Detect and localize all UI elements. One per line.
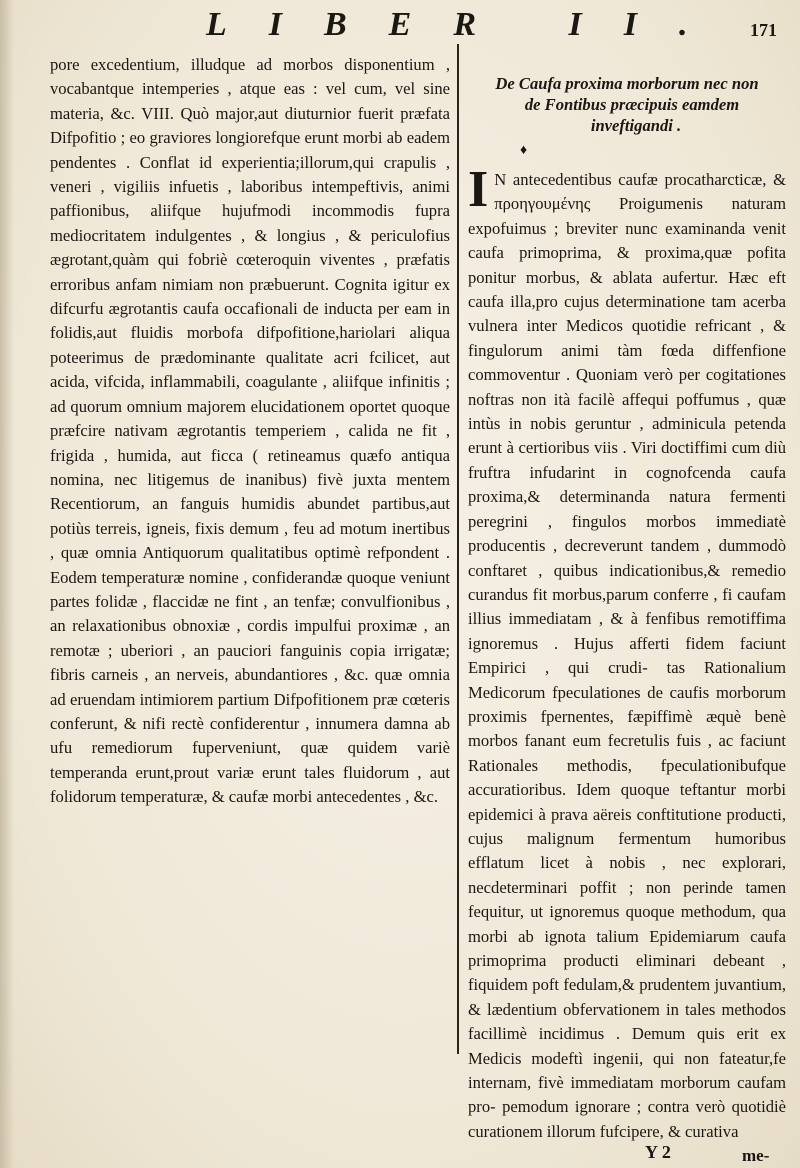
section-heading <box>468 73 786 136</box>
ornament-icon: ♦ <box>520 143 528 158</box>
column-rule <box>457 44 459 1054</box>
catchword: me- <box>742 1146 770 1165</box>
signature-mark: Y 2 <box>645 1142 671 1162</box>
drop-cap: I <box>468 161 489 218</box>
running-head <box>0 6 800 50</box>
section-heading-line1: De Caufa proxima morborum nec non <box>495 74 759 93</box>
left-column <box>50 53 450 810</box>
right-column <box>468 53 786 1144</box>
left-column-text: pore excedentium, illudque ad morbos disponentium , vocabantque intemperies , atque eas : vel cum, vel sine materia, &c. VIII. Quò major,aut diuturnior fuerit præfata Difpofitio ; eo graviores longiorefque erunt morbi ab eadem pendentes . Conflat id experientia;illorum,qui crapulis , veneri , vigiliis infuetis , laboribus intempeftivis, animi paffionibus, aliifque hujufmodi incommodis fupra mediocritatem indulgentes , & longius , & periculofius ægrotant,quàm qui fobriè cœteroquin viventes , præfatis erroribus anfam nimiam non præbuerunt. Cognita igitur ex difcurfu ægrotantis caufa occafionali de inducta per eam in folidis,aut fluidis morbofa difpofitione,hariolari aliqua poteerimus de prædominante qualitate acri fcilicet, aut acida, vifcida, inflammabili, coagulante , aliifque infinitis ; ad quorum omnium majorem elucidationem oportet quoque præfcire nativam ægrotantis temperiem , calida ne fit , frigida , humida, aut ficca ( retineamus quæfo antiqua nomina, nec litigemus de inanibus) fivè juxta mentem Recentiorum, an fanguis humidis abundet partibus,aut potiùs terreis, igneis, fixis demum , feu ad motum inertibus , quæ omnia Antiquorum qualitatibus optimè refpondent . Eodem temperaturæ nomine , confiderandæ quoque veniunt partes folidæ , flaccidæ ne fint , an tenfæ; convulfionibus , an relaxationibus obnoxiæ , cordis impulfui proximæ , an remotæ ; uberiori , an pauciori fanguinis copia irrigatæ; fibris carneis , an nerveis, abundantiores , &c. quæ omnia ad eruendam intimiorem partium Difpofitionem præ cœteris conferunt, & nifi rectè confiderentur , innumera damna ab ufu remediorum fuperveniunt, quæ quidem variè temperanda erunt,prout variæ erunt tales fluidorum , aut folidorum temperaturæ, & caufæ morbi antecedentes , &c. <box>50 55 450 807</box>
running-head-title: LIBER II. <box>206 6 730 43</box>
section-heading-line2: de Fontibus præcipuis eamdem <box>524 95 740 114</box>
page-edge-shadow <box>0 0 14 1168</box>
right-column-paragraph <box>468 161 786 1144</box>
page-number: 171 <box>750 20 777 40</box>
section-heading-line3: inveftigandi . <box>590 116 682 135</box>
right-column-text: N antecedentibus caufæ procatharcticæ, & προηγουμένης Proigumenis naturam expofuimus ; breviter nunc examinanda venit caufa primoprima, & proxima,quæ pofita ponitur morbus, & ablata aufertur. Hæc eft caufa illa,pro cujus determinatione tam acerba vulnera inter Medicos quotidie refricant , & fingulorum animi tàm fœda diffenfione commoventur . Quoniam verò per cogitationes noftras non ità facilè affequi poffumus , quæ intùs in nobis geruntur , adminicula petenda erunt à certioribus viis . Viri doctiffimi cum diù fruftra infudarint in cognofcenda caufa proxima,& determinanda natura fermenti peregrini , fingulos morbos immediatè producentis , decreverunt tandem , dummodò conftaret , quibus indicationibus,& remedio curandus fit morbus,parum conferre , fi caufam illius immediatam , & à fenfibus remotiffima ignoremus . Hujus afferti fidem faciunt Empirici , qui crudi- tas Rationalium Medicorum fpeculationes de caufis morborum proximis fpernentes, fæpiffimè æquè benè morbos fanant eum fecretulis fuis , ac faciunt Rationales methodis, fpeculationibufque accuratioribus. Idem quoque teftantur morbi epidemici à prava aëreis conftitutione producti, cujus malignum fermentum humoribus efflatum licet à nobis , nec explorari, necdeterminari poffit ; non perinde tamen fequitur, ut ignoremus quoque methodum, qua morbi ab ignota talium Epidemiarum caufa primoprima producti eliminari debeant , fiquidem poft fedulam,& prudentem juvantium, & lædentium obfervationem in tales methodos facillimè incidimus . Demum quis erit ex Medicis modeftì ingenii, qui non fateatur,fe internam, fivè immediatam morborum caufam pro- pemodum ignorare ; contra verò quotidiè curationem illorum fufcipere, & curativa <box>468 170 786 1141</box>
